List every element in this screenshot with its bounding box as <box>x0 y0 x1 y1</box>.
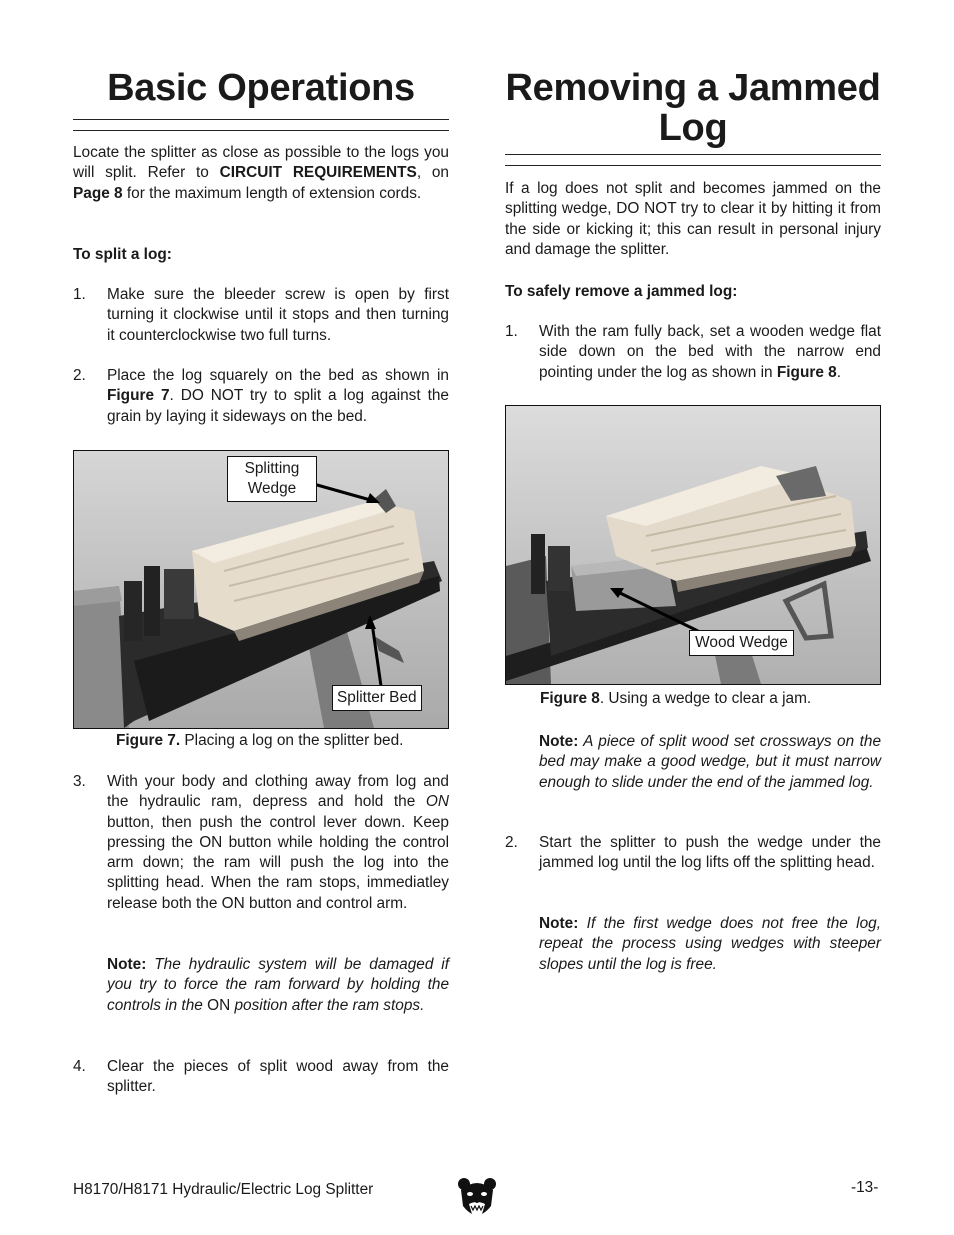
note-label: Note: <box>107 956 147 973</box>
intro-page-ref: Page 8 <box>73 184 123 202</box>
title-rule-top <box>73 119 449 120</box>
intro-paragraph: If a log does not split and becomes jammed on the splitting wedge, DO NOT try to clear it by hitting it from the side or kicking it; this can result in personal injury and damage the splitter. <box>505 180 881 258</box>
intro-link-circuit: CIRCUIT REQUIREMENTS <box>219 164 417 182</box>
note-hydraulic <box>107 955 449 1016</box>
section-title-basic-operations: Basic Operations <box>107 67 415 109</box>
note-text-a: The hydraulic system will be damaged if you try to force the ram forward by holding the controls in the <box>107 956 449 1014</box>
callout-splitting-wedge: Splitting Wedge <box>227 456 317 502</box>
note-split-wood <box>539 732 881 793</box>
step3-text-b: button, then push the control lever down. Keep pressing the ON button while holding the control arm down; the ram will push the log into the splitting head. When the ram stops, immediatley release both the ON button and control arm. <box>107 813 449 912</box>
intro-text-3: for the maximum length of extension cords. <box>122 184 422 202</box>
page-number: -13- <box>851 1179 879 1196</box>
figure-8-caption <box>540 689 811 709</box>
step-text: Clear the pieces of split wood away from the splitter. <box>107 1058 449 1096</box>
figure-8-caption-text: . Using a wedge to clear a jam. <box>599 690 812 707</box>
footer-model: H8170/H8171 Hydraulic/Electric Log Splitter <box>73 1181 374 1198</box>
intro-text-2: , on <box>416 164 449 182</box>
note-text: A piece of split wood set crossways on the bed may make a good wedge, but it must narrow enough to slide under the end of the jammed log. <box>539 733 881 791</box>
note-label: Note: <box>539 915 579 932</box>
figure-7-label: Figure 7. <box>116 732 181 749</box>
step-number: 3. <box>73 773 86 790</box>
callout-wood-wedge: Wood Wedge <box>689 630 794 656</box>
step1-figure-ref: Figure 8 <box>776 363 837 381</box>
step-text <box>107 366 449 427</box>
figure-7-photo <box>73 450 449 729</box>
step-number: 2. <box>505 834 518 851</box>
step1-text-a: With the ram fully back, set a wooden wedge flat side down on the bed with the narrow end pointing under the log as shown in <box>539 323 881 381</box>
step3-text-a: With your body and clothing away from log and the hydraulic ram, depress and hold the <box>107 773 449 811</box>
figure-7-caption <box>116 731 403 751</box>
title-rule-top <box>505 154 881 155</box>
note-label: Note: <box>539 733 579 750</box>
subhead-split-log: To split a log: <box>73 246 172 263</box>
step-number: 4. <box>73 1058 86 1075</box>
step-text: Start the splitter to push the wedge under the jammed log until the log lifts off the splitting head. <box>539 834 881 872</box>
step-text: Make sure the bleeder screw is open by first turning it clockwise until it stops and then turning it counterclockwise two full turns. <box>107 286 449 344</box>
note-on-word: ON <box>207 996 231 1014</box>
step3-on-word: ON <box>425 793 449 811</box>
step-number: 1. <box>73 286 86 303</box>
title-rule-bottom <box>505 165 881 166</box>
figure-8-label: Figure 8 <box>540 690 600 707</box>
figure-7-caption-text: Placing a log on the splitter bed. <box>180 732 404 749</box>
figure-8-photo <box>505 405 881 685</box>
step2-figure-ref: Figure 7 <box>107 387 170 405</box>
callout-splitter-bed: Splitter Bed <box>332 685 422 711</box>
step2-text-b: . DO NOT try to split a log against the grain by laying it sideways on the bed. <box>107 387 449 425</box>
step-text <box>539 322 881 383</box>
step2-text-a: Place the log squarely on the bed as shown in <box>107 367 449 384</box>
section-title-removing-jammed-log: Removing a Jammed Log <box>505 67 881 149</box>
step1-text-b: . <box>836 363 842 381</box>
step-text <box>107 772 449 914</box>
grizzly-bear-logo-icon <box>457 1176 497 1222</box>
intro-paragraph <box>73 143 449 204</box>
subhead-remove-jammed-log: To safely remove a jammed log: <box>505 283 738 300</box>
note-first-wedge <box>539 914 881 975</box>
intro-text-1: Locate the splitter as close as possible to the logs you will split. Refer to <box>73 144 449 182</box>
step-number: 2. <box>73 367 86 384</box>
step-number: 1. <box>505 323 518 340</box>
note-text: If the first wedge does not free the log, repeat the process using wedges with steeper slopes until the log is free. <box>539 915 881 973</box>
note-text-b: position after the ram stops. <box>230 996 425 1014</box>
title-rule-bottom <box>73 130 449 131</box>
